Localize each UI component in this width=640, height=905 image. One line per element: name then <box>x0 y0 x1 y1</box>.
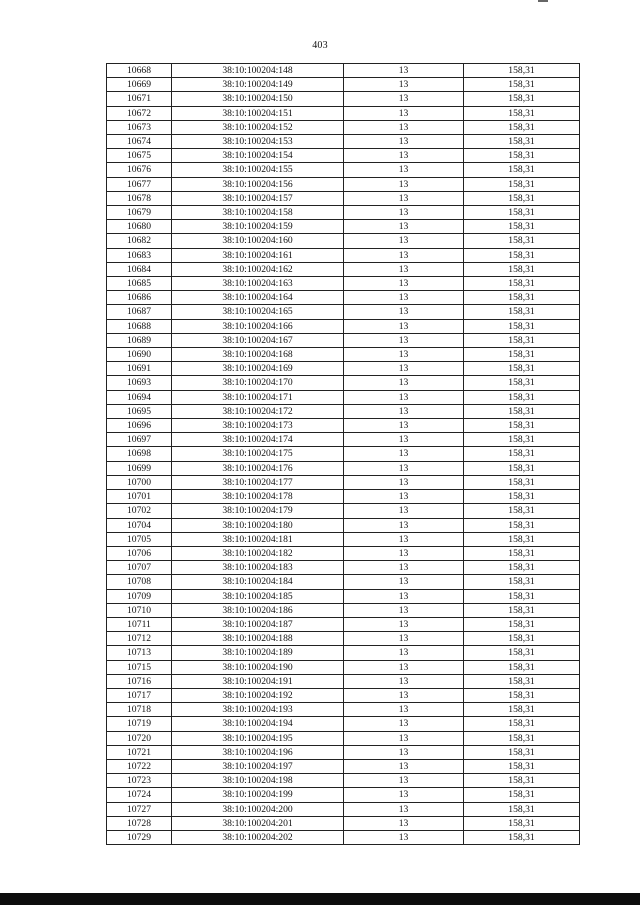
quantity-cell: 13 <box>344 191 464 205</box>
table-row <box>107 191 580 205</box>
amount-cell: 158,31 <box>464 589 580 603</box>
quantity-cell: 13 <box>344 688 464 702</box>
cadastral-number-cell: 38:10:100204:191 <box>172 674 344 688</box>
quantity-cell: 13 <box>344 561 464 575</box>
table-body <box>107 64 580 845</box>
row-number-cell: 10718 <box>107 703 172 717</box>
quantity-cell: 13 <box>344 291 464 305</box>
amount-cell: 158,31 <box>464 262 580 276</box>
amount-cell: 158,31 <box>464 78 580 92</box>
table-row <box>107 774 580 788</box>
quantity-cell: 13 <box>344 404 464 418</box>
cadastral-number-cell: 38:10:100204:161 <box>172 248 344 262</box>
row-number-cell: 10706 <box>107 546 172 560</box>
row-number-cell: 10728 <box>107 816 172 830</box>
quantity-cell: 13 <box>344 802 464 816</box>
cadastral-number-cell: 38:10:100204:176 <box>172 461 344 475</box>
quantity-cell: 13 <box>344 248 464 262</box>
row-number-cell: 10674 <box>107 135 172 149</box>
row-number-cell: 10679 <box>107 206 172 220</box>
cadastral-number-cell: 38:10:100204:197 <box>172 759 344 773</box>
cadastral-number-cell: 38:10:100204:148 <box>172 64 344 78</box>
row-number-cell: 10673 <box>107 120 172 134</box>
cadastral-number-cell: 38:10:100204:198 <box>172 774 344 788</box>
quantity-cell: 13 <box>344 745 464 759</box>
cadastral-number-cell: 38:10:100204:166 <box>172 319 344 333</box>
row-number-cell: 10717 <box>107 688 172 702</box>
quantity-cell: 13 <box>344 362 464 376</box>
quantity-cell: 13 <box>344 319 464 333</box>
table-row <box>107 78 580 92</box>
cadastral-number-cell: 38:10:100204:149 <box>172 78 344 92</box>
table-row <box>107 475 580 489</box>
amount-cell: 158,31 <box>464 206 580 220</box>
table-row <box>107 830 580 844</box>
table-row <box>107 745 580 759</box>
quantity-cell: 13 <box>344 163 464 177</box>
row-number-cell: 10719 <box>107 717 172 731</box>
row-number-cell: 10694 <box>107 390 172 404</box>
quantity-cell: 13 <box>344 262 464 276</box>
quantity-cell: 13 <box>344 816 464 830</box>
quantity-cell: 13 <box>344 390 464 404</box>
amount-cell: 158,31 <box>464 419 580 433</box>
amount-cell: 158,31 <box>464 703 580 717</box>
amount-cell: 158,31 <box>464 106 580 120</box>
cadastral-number-cell: 38:10:100204:160 <box>172 234 344 248</box>
table-row <box>107 234 580 248</box>
amount-cell: 158,31 <box>464 404 580 418</box>
table-row <box>107 447 580 461</box>
amount-cell: 158,31 <box>464 774 580 788</box>
cadastral-number-cell: 38:10:100204:178 <box>172 490 344 504</box>
amount-cell: 158,31 <box>464 461 580 475</box>
cadastral-number-cell: 38:10:100204:177 <box>172 475 344 489</box>
row-number-cell: 10723 <box>107 774 172 788</box>
table-row <box>107 731 580 745</box>
amount-cell: 158,31 <box>464 277 580 291</box>
cadastral-number-cell: 38:10:100204:179 <box>172 504 344 518</box>
amount-cell: 158,31 <box>464 830 580 844</box>
table-row <box>107 816 580 830</box>
quantity-cell: 13 <box>344 120 464 134</box>
amount-cell: 158,31 <box>464 816 580 830</box>
row-number-cell: 10696 <box>107 419 172 433</box>
amount-cell: 158,31 <box>464 802 580 816</box>
quantity-cell: 13 <box>344 774 464 788</box>
amount-cell: 158,31 <box>464 348 580 362</box>
table-row <box>107 504 580 518</box>
row-number-cell: 10687 <box>107 305 172 319</box>
quantity-cell: 13 <box>344 532 464 546</box>
amount-cell: 158,31 <box>464 447 580 461</box>
row-number-cell: 10689 <box>107 333 172 347</box>
quantity-cell: 13 <box>344 92 464 106</box>
amount-cell: 158,31 <box>464 788 580 802</box>
cadastral-number-cell: 38:10:100204:185 <box>172 589 344 603</box>
table-row <box>107 532 580 546</box>
cadastral-number-cell: 38:10:100204:199 <box>172 788 344 802</box>
table-row <box>107 135 580 149</box>
cadastral-number-cell: 38:10:100204:168 <box>172 348 344 362</box>
cadastral-number-cell: 38:10:100204:186 <box>172 603 344 617</box>
row-number-cell: 10715 <box>107 660 172 674</box>
quantity-cell: 13 <box>344 589 464 603</box>
amount-cell: 158,31 <box>464 674 580 688</box>
table-row <box>107 262 580 276</box>
row-number-cell: 10688 <box>107 319 172 333</box>
row-number-cell: 10705 <box>107 532 172 546</box>
amount-cell: 158,31 <box>464 660 580 674</box>
row-number-cell: 10678 <box>107 191 172 205</box>
table-row <box>107 660 580 674</box>
row-number-cell: 10711 <box>107 617 172 631</box>
amount-cell: 158,31 <box>464 291 580 305</box>
amount-cell: 158,31 <box>464 475 580 489</box>
quantity-cell: 13 <box>344 333 464 347</box>
table-row <box>107 333 580 347</box>
amount-cell: 158,31 <box>464 177 580 191</box>
row-number-cell: 10675 <box>107 149 172 163</box>
row-number-cell: 10684 <box>107 262 172 276</box>
row-number-cell: 10716 <box>107 674 172 688</box>
row-number-cell: 10676 <box>107 163 172 177</box>
row-number-cell: 10668 <box>107 64 172 78</box>
amount-cell: 158,31 <box>464 759 580 773</box>
table-row <box>107 688 580 702</box>
amount-cell: 158,31 <box>464 518 580 532</box>
cadastral-number-cell: 38:10:100204:175 <box>172 447 344 461</box>
row-number-cell: 10721 <box>107 745 172 759</box>
row-number-cell: 10701 <box>107 490 172 504</box>
cadastral-number-cell: 38:10:100204:164 <box>172 291 344 305</box>
table-row <box>107 646 580 660</box>
cadastral-number-cell: 38:10:100204:158 <box>172 206 344 220</box>
cadastral-number-cell: 38:10:100204:189 <box>172 646 344 660</box>
table-row <box>107 106 580 120</box>
cadastral-number-cell: 38:10:100204:173 <box>172 419 344 433</box>
quantity-cell: 13 <box>344 632 464 646</box>
quantity-cell: 13 <box>344 475 464 489</box>
row-number-cell: 10693 <box>107 376 172 390</box>
amount-cell: 158,31 <box>464 575 580 589</box>
quantity-cell: 13 <box>344 759 464 773</box>
quantity-cell: 13 <box>344 78 464 92</box>
row-number-cell: 10708 <box>107 575 172 589</box>
row-number-cell: 10699 <box>107 461 172 475</box>
row-number-cell: 10720 <box>107 731 172 745</box>
cadastral-number-cell: 38:10:100204:184 <box>172 575 344 589</box>
cadastral-number-cell: 38:10:100204:202 <box>172 830 344 844</box>
table-row <box>107 362 580 376</box>
row-number-cell: 10697 <box>107 433 172 447</box>
amount-cell: 158,31 <box>464 64 580 78</box>
cadastral-number-cell: 38:10:100204:187 <box>172 617 344 631</box>
row-number-cell: 10702 <box>107 504 172 518</box>
row-number-cell: 10700 <box>107 475 172 489</box>
row-number-cell: 10669 <box>107 78 172 92</box>
cadastral-number-cell: 38:10:100204:195 <box>172 731 344 745</box>
quantity-cell: 13 <box>344 234 464 248</box>
amount-cell: 158,31 <box>464 490 580 504</box>
amount-cell: 158,31 <box>464 305 580 319</box>
row-number-cell: 10695 <box>107 404 172 418</box>
amount-cell: 158,31 <box>464 248 580 262</box>
quantity-cell: 13 <box>344 660 464 674</box>
table-row <box>107 674 580 688</box>
table-row <box>107 490 580 504</box>
row-number-cell: 10677 <box>107 177 172 191</box>
amount-cell: 158,31 <box>464 362 580 376</box>
quantity-cell: 13 <box>344 674 464 688</box>
amount-cell: 158,31 <box>464 646 580 660</box>
quantity-cell: 13 <box>344 220 464 234</box>
cadastral-number-cell: 38:10:100204:153 <box>172 135 344 149</box>
table-row <box>107 163 580 177</box>
quantity-cell: 13 <box>344 646 464 660</box>
amount-cell: 158,31 <box>464 561 580 575</box>
cadastral-number-cell: 38:10:100204:170 <box>172 376 344 390</box>
quantity-cell: 13 <box>344 419 464 433</box>
table-row <box>107 390 580 404</box>
row-number-cell: 10682 <box>107 234 172 248</box>
table-row <box>107 206 580 220</box>
amount-cell: 158,31 <box>464 333 580 347</box>
table-row <box>107 376 580 390</box>
amount-cell: 158,31 <box>464 731 580 745</box>
table-row <box>107 433 580 447</box>
cadastral-number-cell: 38:10:100204:169 <box>172 362 344 376</box>
amount-cell: 158,31 <box>464 92 580 106</box>
quantity-cell: 13 <box>344 277 464 291</box>
cadastral-number-cell: 38:10:100204:172 <box>172 404 344 418</box>
amount-cell: 158,31 <box>464 603 580 617</box>
table-row <box>107 802 580 816</box>
amount-cell: 158,31 <box>464 135 580 149</box>
table-row <box>107 617 580 631</box>
table-row <box>107 277 580 291</box>
quantity-cell: 13 <box>344 617 464 631</box>
amount-cell: 158,31 <box>464 376 580 390</box>
table-row <box>107 788 580 802</box>
quantity-cell: 13 <box>344 788 464 802</box>
cadastral-number-cell: 38:10:100204:180 <box>172 518 344 532</box>
table-row <box>107 92 580 106</box>
table-row <box>107 305 580 319</box>
cadastral-number-cell: 38:10:100204:194 <box>172 717 344 731</box>
quantity-cell: 13 <box>344 149 464 163</box>
table-row <box>107 64 580 78</box>
cadastral-number-cell: 38:10:100204:162 <box>172 262 344 276</box>
row-number-cell: 10712 <box>107 632 172 646</box>
cadastral-number-cell: 38:10:100204:157 <box>172 191 344 205</box>
cadastral-number-cell: 38:10:100204:182 <box>172 546 344 560</box>
quantity-cell: 13 <box>344 305 464 319</box>
cadastral-number-cell: 38:10:100204:181 <box>172 532 344 546</box>
amount-cell: 158,31 <box>464 234 580 248</box>
row-number-cell: 10690 <box>107 348 172 362</box>
row-number-cell: 10707 <box>107 561 172 575</box>
quantity-cell: 13 <box>344 575 464 589</box>
row-number-cell: 10709 <box>107 589 172 603</box>
row-number-cell: 10672 <box>107 106 172 120</box>
cadastral-number-cell: 38:10:100204:171 <box>172 390 344 404</box>
quantity-cell: 13 <box>344 731 464 745</box>
cadastral-number-cell: 38:10:100204:150 <box>172 92 344 106</box>
quantity-cell: 13 <box>344 490 464 504</box>
quantity-cell: 13 <box>344 518 464 532</box>
cadastral-number-cell: 38:10:100204:156 <box>172 177 344 191</box>
quantity-cell: 13 <box>344 703 464 717</box>
row-number-cell: 10722 <box>107 759 172 773</box>
cadastral-table <box>106 63 580 845</box>
amount-cell: 158,31 <box>464 617 580 631</box>
quantity-cell: 13 <box>344 830 464 844</box>
quantity-cell: 13 <box>344 504 464 518</box>
amount-cell: 158,31 <box>464 319 580 333</box>
cadastral-number-cell: 38:10:100204:196 <box>172 745 344 759</box>
quantity-cell: 13 <box>344 177 464 191</box>
row-number-cell: 10683 <box>107 248 172 262</box>
table-row <box>107 703 580 717</box>
row-number-cell: 10685 <box>107 277 172 291</box>
cadastral-number-cell: 38:10:100204:200 <box>172 802 344 816</box>
amount-cell: 158,31 <box>464 120 580 134</box>
row-number-cell: 10691 <box>107 362 172 376</box>
table-row <box>107 717 580 731</box>
quantity-cell: 13 <box>344 376 464 390</box>
quantity-cell: 13 <box>344 433 464 447</box>
table-row <box>107 518 580 532</box>
row-number-cell: 10680 <box>107 220 172 234</box>
row-number-cell: 10704 <box>107 518 172 532</box>
amount-cell: 158,31 <box>464 504 580 518</box>
cadastral-number-cell: 38:10:100204:159 <box>172 220 344 234</box>
table-row <box>107 291 580 305</box>
table-row <box>107 248 580 262</box>
table-row <box>107 603 580 617</box>
cadastral-number-cell: 38:10:100204:152 <box>172 120 344 134</box>
cadastral-number-cell: 38:10:100204:192 <box>172 688 344 702</box>
table-row <box>107 632 580 646</box>
page-number: 403 <box>312 40 328 51</box>
quantity-cell: 13 <box>344 461 464 475</box>
table-row <box>107 404 580 418</box>
cadastral-number-cell: 38:10:100204:154 <box>172 149 344 163</box>
table-row <box>107 419 580 433</box>
amount-cell: 158,31 <box>464 532 580 546</box>
quantity-cell: 13 <box>344 106 464 120</box>
amount-cell: 158,31 <box>464 163 580 177</box>
scan-bottom-edge <box>0 893 640 905</box>
table-row <box>107 546 580 560</box>
cadastral-number-cell: 38:10:100204:193 <box>172 703 344 717</box>
table-row <box>107 149 580 163</box>
quantity-cell: 13 <box>344 348 464 362</box>
amount-cell: 158,31 <box>464 745 580 759</box>
quantity-cell: 13 <box>344 206 464 220</box>
quantity-cell: 13 <box>344 135 464 149</box>
table-row <box>107 461 580 475</box>
cadastral-number-cell: 38:10:100204:188 <box>172 632 344 646</box>
scan-corner-mark <box>538 0 548 2</box>
cadastral-number-cell: 38:10:100204:201 <box>172 816 344 830</box>
amount-cell: 158,31 <box>464 191 580 205</box>
row-number-cell: 10671 <box>107 92 172 106</box>
amount-cell: 158,31 <box>464 390 580 404</box>
cadastral-number-cell: 38:10:100204:190 <box>172 660 344 674</box>
table-row <box>107 177 580 191</box>
row-number-cell: 10727 <box>107 802 172 816</box>
quantity-cell: 13 <box>344 603 464 617</box>
row-number-cell: 10686 <box>107 291 172 305</box>
table-row <box>107 120 580 134</box>
row-number-cell: 10698 <box>107 447 172 461</box>
quantity-cell: 13 <box>344 717 464 731</box>
cadastral-number-cell: 38:10:100204:165 <box>172 305 344 319</box>
cadastral-number-cell: 38:10:100204:183 <box>172 561 344 575</box>
row-number-cell: 10713 <box>107 646 172 660</box>
amount-cell: 158,31 <box>464 546 580 560</box>
row-number-cell: 10724 <box>107 788 172 802</box>
cadastral-number-cell: 38:10:100204:163 <box>172 277 344 291</box>
amount-cell: 158,31 <box>464 717 580 731</box>
table-row <box>107 348 580 362</box>
amount-cell: 158,31 <box>464 688 580 702</box>
row-number-cell: 10729 <box>107 830 172 844</box>
cadastral-number-cell: 38:10:100204:155 <box>172 163 344 177</box>
table-row <box>107 220 580 234</box>
amount-cell: 158,31 <box>464 220 580 234</box>
amount-cell: 158,31 <box>464 632 580 646</box>
quantity-cell: 13 <box>344 64 464 78</box>
amount-cell: 158,31 <box>464 149 580 163</box>
table-row <box>107 575 580 589</box>
table-row <box>107 589 580 603</box>
cadastral-number-cell: 38:10:100204:174 <box>172 433 344 447</box>
cadastral-number-cell: 38:10:100204:151 <box>172 106 344 120</box>
quantity-cell: 13 <box>344 447 464 461</box>
amount-cell: 158,31 <box>464 433 580 447</box>
quantity-cell: 13 <box>344 546 464 560</box>
row-number-cell: 10710 <box>107 603 172 617</box>
table-row <box>107 759 580 773</box>
cadastral-number-cell: 38:10:100204:167 <box>172 333 344 347</box>
table-row <box>107 319 580 333</box>
table-row <box>107 561 580 575</box>
